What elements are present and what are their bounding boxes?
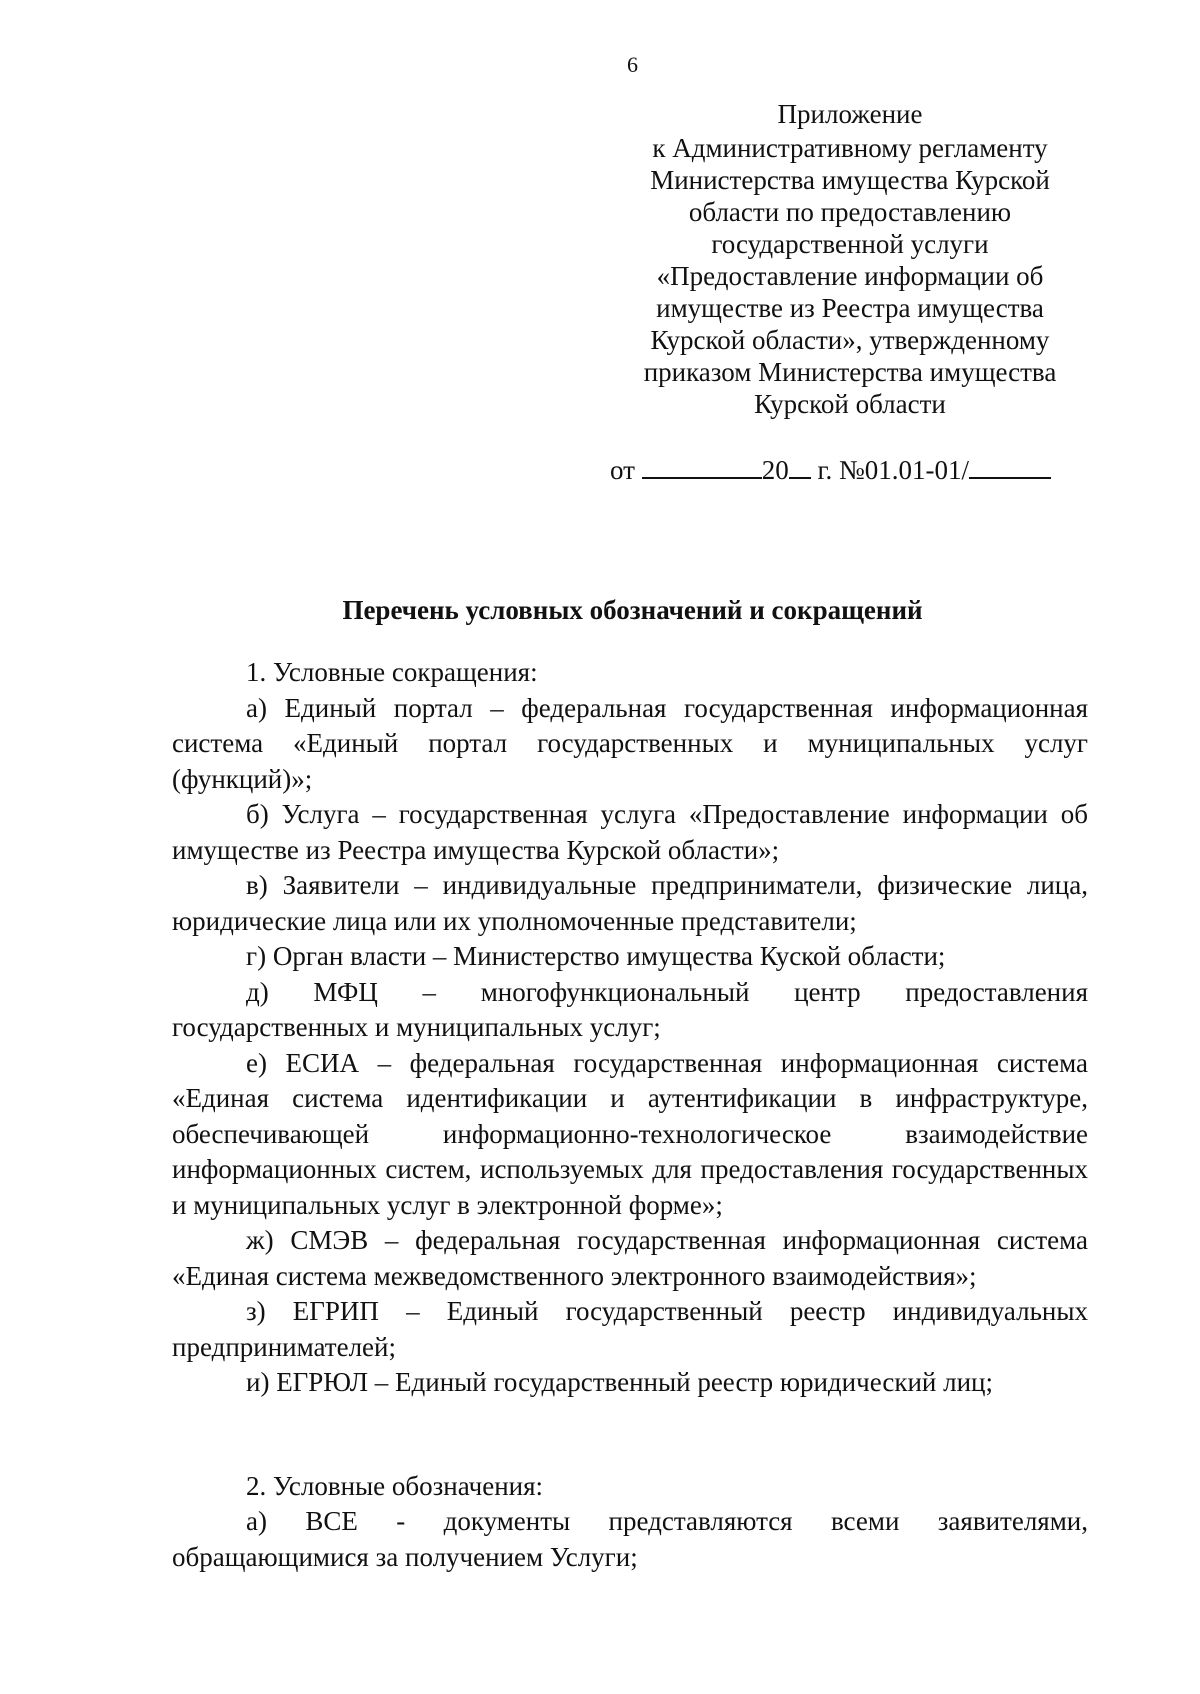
annex-line: государственной услуги	[711, 229, 989, 259]
annex-line: к Административному регламенту	[652, 133, 1048, 163]
annex-block	[630, 98, 1070, 420]
document-body	[172, 655, 1088, 1575]
section-spacer	[172, 1401, 1088, 1469]
document-title: Перечень условных обозначений и сокращений	[342, 595, 923, 625]
list-item: д) МФЦ – многофункциональный центр предоставления государственных и муниципальных услуг;	[172, 976, 1088, 1042]
list-item: г) Орган власти – Министерство имущества Куской области;	[246, 941, 946, 971]
list-item: ж) СМЭВ – федеральная государственная информационная система «Единая система межведомственного электронного взаимодействия»;	[172, 1225, 1088, 1291]
list-item: а) Единый портал – федеральная государственная информационная система «Единый портал государственных и муниципальных услуг (функций)»;	[172, 692, 1088, 794]
annex-line: области по предоставлению	[688, 197, 1012, 227]
annex-line: Министерства имущества Курской	[650, 165, 1050, 195]
annex-line: «Предоставление информации об	[656, 261, 1044, 291]
date-prefix: от	[610, 455, 635, 485]
order-date-line	[610, 455, 1090, 486]
annex-line: приказом Министерства имущества	[643, 357, 1057, 387]
page-number: 6	[627, 52, 638, 77]
section-heading: 1. Условные сокращения:	[246, 657, 538, 687]
list-item: з) ЕГРИП – Единый государственный реестр индивидуальных предпринимателей;	[172, 1296, 1088, 1362]
date-blank-day-month	[642, 455, 762, 479]
section-heading: 2. Условные обозначения:	[246, 1470, 544, 1501]
list-item: б) Услуга – государственная услуга «Предоставление информации об имуществе из Реестра имущества Курской области»;	[172, 799, 1088, 865]
annex-line: Курской области», утвержденному	[650, 325, 1050, 355]
order-number: г. №01.01-01/	[817, 455, 969, 485]
date-blank-year	[789, 455, 811, 479]
list-item: и) ЕГРЮЛ – Единый государственный реестр юридический лиц;	[246, 1367, 993, 1397]
annex-title: Приложение	[777, 99, 923, 129]
list-item: в) Заявители – индивидуальные предприниматели, физические лица, юридические лица или их уполномоченные представители;	[172, 870, 1088, 936]
annex-line: имуществе из Реестра имущества	[656, 293, 1044, 323]
annex-line: Курской области	[754, 389, 946, 419]
list-item: е) ЕСИА – федеральная государственная информационная система «Единая система идентификации и аутентификации в инфраструктуре, обеспечивающей информационно-технологическое взаимодействие информационных систем, используемых для предоставления государственных и муниципальных услуг в электронной форме»;	[172, 1047, 1088, 1220]
list-item: а) ВСЕ - документы представляются всеми заявителями, обращающимися за получением Услуги;	[172, 1506, 1088, 1572]
date-year: 20	[761, 455, 789, 485]
order-number-blank	[969, 455, 1051, 479]
